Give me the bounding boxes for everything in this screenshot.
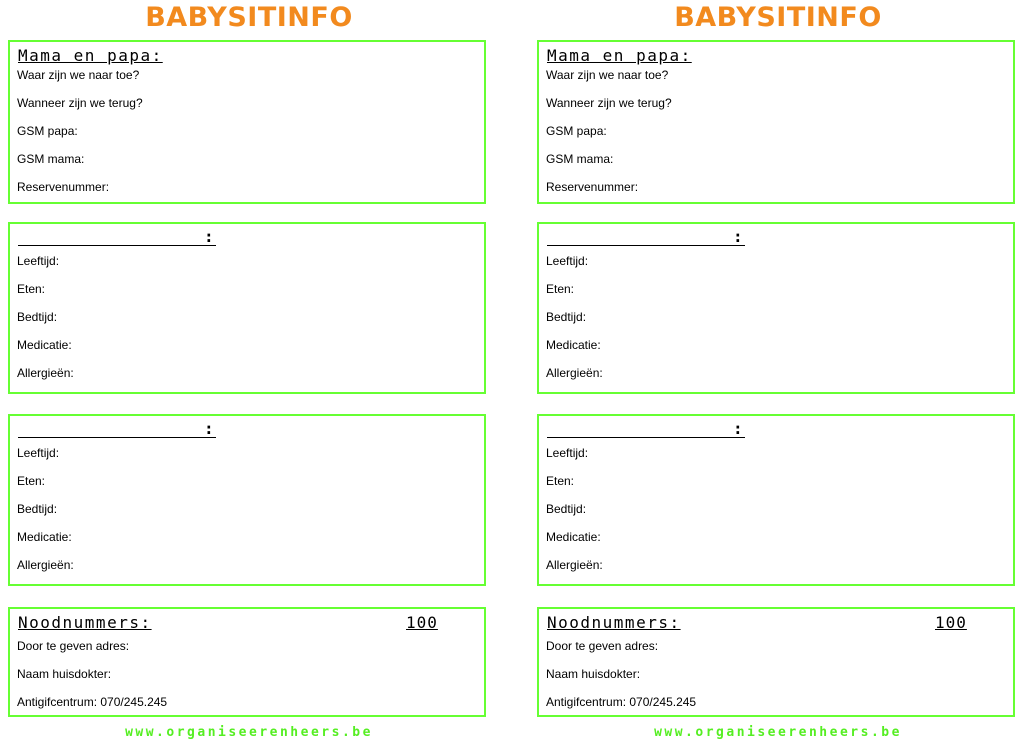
child-section-1	[537, 222, 1015, 394]
child-name-line	[18, 245, 216, 246]
field-backup-number: Reservenummer:	[546, 180, 639, 194]
child-name-line	[18, 437, 216, 438]
emergency-number: 100	[406, 613, 438, 632]
child-name-colon: :	[204, 227, 214, 246]
emergency-section	[537, 607, 1015, 717]
parents-heading: Mama en papa:	[18, 46, 163, 65]
page-title: BABYSITINFO	[674, 2, 882, 33]
field-gsm-papa: GSM papa:	[17, 124, 78, 138]
child-section-2	[8, 414, 486, 586]
field-poison-center: Antigifcentrum: 070/245.245	[17, 695, 168, 709]
field-bedtime: Bedtijd:	[17, 502, 58, 516]
sheet-right	[537, 0, 1019, 747]
child-name-colon: :	[733, 227, 743, 246]
field-bedtime: Bedtijd:	[546, 502, 587, 516]
field-destination: Waar zijn we naar toe?	[546, 68, 669, 82]
field-medication: Medicatie:	[546, 530, 601, 544]
child-name-colon: :	[733, 419, 743, 438]
field-bedtime: Bedtijd:	[17, 310, 58, 324]
field-food: Eten:	[17, 474, 46, 488]
parents-section	[8, 40, 486, 204]
field-return-time: Wanneer zijn we terug?	[17, 96, 143, 110]
page-title: BABYSITINFO	[145, 2, 353, 33]
field-doctor-name: Naam huisdokter:	[546, 667, 641, 681]
field-medication: Medicatie:	[546, 338, 601, 352]
emergency-heading: Noodnummers:	[18, 613, 152, 632]
field-gsm-mama: GSM mama:	[17, 152, 85, 166]
field-allergies: Allergieën:	[17, 558, 74, 572]
field-food: Eten:	[17, 282, 46, 296]
field-backup-number: Reservenummer:	[17, 180, 110, 194]
field-allergies: Allergieën:	[546, 366, 603, 380]
child-section-2	[537, 414, 1015, 586]
field-food: Eten:	[546, 282, 575, 296]
footer-url: www.organiseerenheers.be	[125, 725, 373, 740]
field-doctor-name: Naam huisdokter:	[17, 667, 112, 681]
child-section-1	[8, 222, 486, 394]
field-medication: Medicatie:	[17, 530, 72, 544]
parents-heading: Mama en papa:	[547, 46, 692, 65]
field-age: Leeftijd:	[546, 254, 589, 268]
sheet-left	[8, 0, 490, 747]
emergency-number: 100	[935, 613, 967, 632]
footer-url: www.organiseerenheers.be	[654, 725, 902, 740]
child-name-line	[547, 437, 745, 438]
emergency-heading: Noodnummers:	[547, 613, 681, 632]
field-age: Leeftijd:	[546, 446, 589, 460]
field-age: Leeftijd:	[17, 446, 60, 460]
emergency-section	[8, 607, 486, 717]
field-destination: Waar zijn we naar toe?	[17, 68, 140, 82]
field-gsm-mama: GSM mama:	[546, 152, 614, 166]
child-name-line	[547, 245, 745, 246]
parents-section	[537, 40, 1015, 204]
field-allergies: Allergieën:	[17, 366, 74, 380]
field-food: Eten:	[546, 474, 575, 488]
field-address: Door te geven adres:	[17, 639, 130, 653]
child-name-colon: :	[204, 419, 214, 438]
field-age: Leeftijd:	[17, 254, 60, 268]
field-address: Door te geven adres:	[546, 639, 659, 653]
field-medication: Medicatie:	[17, 338, 72, 352]
field-allergies: Allergieën:	[546, 558, 603, 572]
field-poison-center: Antigifcentrum: 070/245.245	[546, 695, 697, 709]
field-bedtime: Bedtijd:	[546, 310, 587, 324]
field-gsm-papa: GSM papa:	[546, 124, 607, 138]
field-return-time: Wanneer zijn we terug?	[546, 96, 672, 110]
